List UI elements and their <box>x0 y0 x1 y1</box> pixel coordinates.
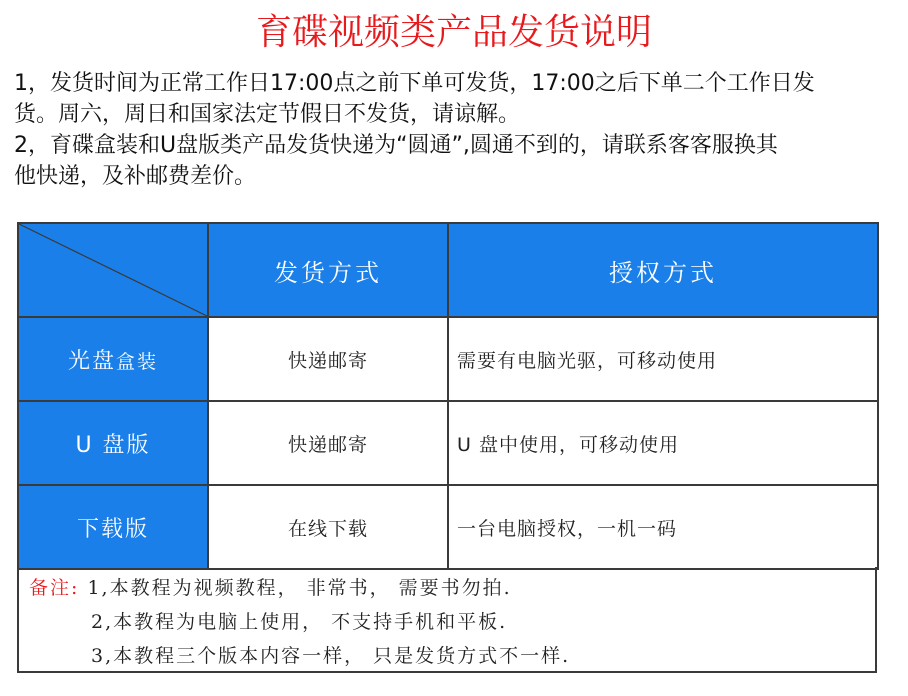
header-auth: 授权方式 <box>448 223 878 317</box>
auth-cell: 需要有电脑光驱，可移动使用 <box>448 317 878 401</box>
table-row <box>18 485 878 569</box>
note-item: 1,本教程为视频教程， 非常书， 需要书勿拍. <box>87 577 512 599</box>
auth-cell: U 盘中使用，可移动使用 <box>448 401 878 485</box>
shipping-cell: 在线下载 <box>208 485 448 569</box>
table-corner-cell <box>18 223 208 317</box>
row-label-usb: U 盘版 <box>18 401 208 485</box>
header-shipping: 发货方式 <box>208 223 448 317</box>
note-item: 3,本教程三个版本内容一样， 只是发货方式不一样. <box>91 645 571 667</box>
intro-line-3: 2，育碟盒装和U盘版类产品发货快递为“圆通”,圆通不到的，请联系客客服换其 <box>14 133 778 158</box>
page-title: 育碟视频类产品发货说明 <box>255 12 652 53</box>
shipping-cell: 快递邮寄 <box>208 317 448 401</box>
diagonal-line-icon <box>19 224 207 316</box>
product-table <box>17 222 879 570</box>
auth-cell: 一台电脑授权，一机一码 <box>448 485 878 569</box>
intro-line-2: 货。周六，周日和国家法定节假日不发货，请谅解。 <box>14 102 521 127</box>
shipping-intro <box>14 68 894 192</box>
row-label-small: 盒装 <box>116 350 159 373</box>
intro-line-4: 他快递，及补邮费差价。 <box>14 164 257 189</box>
notes-box <box>17 567 877 673</box>
row-label-download: 下载版 <box>18 485 208 569</box>
note-item: 2,本教程为电脑上使用， 不支持手机和平板. <box>91 611 508 633</box>
intro-line-1: 1，发货时间为正常工作日17:00点之前下单可发货，17:00之后下单二个工作日发 <box>14 71 815 96</box>
shipping-cell: 快递邮寄 <box>208 401 448 485</box>
table-row <box>18 401 878 485</box>
row-label-disc <box>18 317 208 401</box>
table-row <box>18 317 878 401</box>
notes-label: 备注: <box>29 577 80 599</box>
row-label-main: 光盘 <box>67 348 116 374</box>
